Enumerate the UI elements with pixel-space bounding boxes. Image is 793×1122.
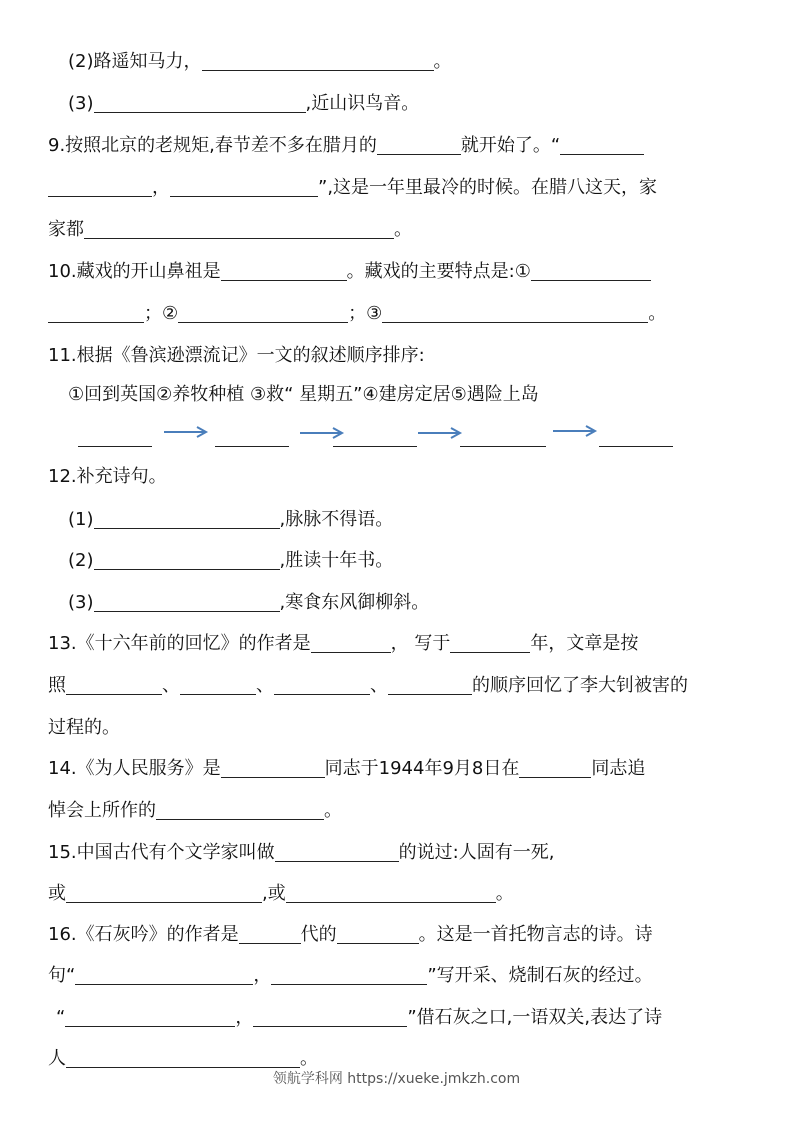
text: (3) <box>68 592 94 613</box>
question-15-line-1 <box>48 838 554 868</box>
text: ， <box>152 177 170 198</box>
text: 14.《为人民服务》是 <box>48 758 221 779</box>
text: 10.藏戏的开山鼻祖是 <box>48 261 221 282</box>
answer-blank[interactable] <box>221 260 347 281</box>
answer-blank[interactable] <box>75 964 253 985</box>
text: 。 <box>433 51 452 72</box>
text: ,或 <box>262 883 286 904</box>
text: 照 <box>48 675 66 696</box>
question-9-line-1 <box>48 131 644 161</box>
answer-blank[interactable] <box>271 964 427 985</box>
text: 、 <box>162 675 180 696</box>
text: 。 <box>648 303 667 324</box>
arrow-icon <box>418 426 464 440</box>
text: 。 <box>394 219 412 240</box>
answer-blank[interactable] <box>274 674 370 695</box>
text: 同志追 <box>591 758 646 779</box>
answer-blank[interactable] <box>253 1006 407 1027</box>
question-12-item-2 <box>68 546 393 576</box>
question-13-line-1 <box>48 629 638 659</box>
text: (1) <box>68 509 94 530</box>
text: 的说过:人固有一死, <box>398 842 555 863</box>
text: ， <box>253 965 272 986</box>
answer-blank[interactable] <box>388 674 472 695</box>
question-12-item-1 <box>68 505 393 535</box>
answer-blank[interactable] <box>382 302 648 323</box>
sequence-blank[interactable] <box>78 426 152 447</box>
answer-blank[interactable] <box>94 92 306 113</box>
text: ,胜读十年书。 <box>279 550 394 571</box>
question-14-line-2 <box>48 796 342 826</box>
text: 11.根据《鲁滨逊漂流记》一文的叙述顺序排序: <box>48 345 425 366</box>
text: 悼会上所作的 <box>48 800 156 821</box>
text: 家都 <box>48 219 84 240</box>
question-16-line-1 <box>48 920 653 950</box>
answer-blank[interactable] <box>66 674 162 695</box>
question-16-line-2 <box>48 961 653 991</box>
line-3 <box>68 89 419 119</box>
text: 人 <box>48 1048 66 1069</box>
text: ；③ <box>348 303 383 324</box>
answer-blank[interactable] <box>450 632 530 653</box>
answer-blank[interactable] <box>94 549 280 570</box>
text: 。 <box>300 1048 318 1069</box>
text: ”写开采、烧制石灰的经过。 <box>427 965 653 986</box>
question-11-options <box>68 380 539 410</box>
answer-blank[interactable] <box>178 302 348 323</box>
text: “ <box>56 1007 66 1028</box>
answer-blank[interactable] <box>94 508 280 529</box>
text: 。 <box>324 800 342 821</box>
text: 过程的。 <box>48 717 120 738</box>
question-12-title <box>48 462 167 492</box>
question-13-line-3 <box>48 713 120 743</box>
text: ”,这是一年里最冷的时候。在腊八这天，家 <box>318 177 658 198</box>
question-9-line-3 <box>48 215 412 245</box>
text: ， 写于 <box>390 633 451 654</box>
line-2 <box>68 47 452 77</box>
sequence-blank[interactable] <box>599 426 673 447</box>
answer-blank[interactable] <box>560 134 644 155</box>
answer-blank[interactable] <box>519 757 591 778</box>
question-16-line-3 <box>56 1003 662 1033</box>
answer-blank[interactable] <box>531 260 651 281</box>
text: 句“ <box>48 965 76 986</box>
text: (3) <box>68 93 94 114</box>
answer-blank[interactable] <box>180 674 256 695</box>
text: 就开始了。“ <box>460 135 561 156</box>
answer-blank[interactable] <box>48 302 144 323</box>
text: 16.《石灰吟》的作者是 <box>48 924 239 945</box>
question-10-line-1 <box>48 257 651 287</box>
answer-blank[interactable] <box>94 591 280 612</box>
text: ；② <box>144 303 179 324</box>
arrow-icon <box>553 424 599 438</box>
text: 、 <box>256 675 274 696</box>
text: 或 <box>48 883 66 904</box>
text: 。藏戏的主要特点是:① <box>346 261 531 282</box>
arrow-icon <box>164 425 210 439</box>
sequence-blank[interactable] <box>215 426 289 447</box>
answer-blank[interactable] <box>202 50 434 71</box>
text: 同志于1944年9月8日在 <box>324 758 520 779</box>
text: 9.按照北京的老规矩,春节差不多在腊月的 <box>48 135 377 156</box>
text: ,脉脉不得语。 <box>279 509 394 530</box>
text: 代的 <box>300 924 337 945</box>
text: 的顺序回忆了李大钊被害的 <box>472 675 688 696</box>
text: 。这是一首托物言志的诗。诗 <box>418 924 653 945</box>
text: 15.中国古代有个文学家叫做 <box>48 842 275 863</box>
text: (2)路遥知马力， <box>68 51 202 72</box>
question-9-line-2 <box>48 173 657 203</box>
footer-watermark: 领航学科网 https://xueke.jmkzh.com <box>272 1071 521 1087</box>
text: 12.补充诗句。 <box>48 466 167 487</box>
answer-blank[interactable] <box>377 134 461 155</box>
text: ,近山识鸟音。 <box>305 93 420 114</box>
question-15-line-2 <box>48 879 514 909</box>
sequence-blank[interactable] <box>460 426 546 447</box>
question-14-line-1 <box>48 754 645 784</box>
answer-blank[interactable] <box>66 882 262 903</box>
answer-blank[interactable] <box>311 632 391 653</box>
answer-blank[interactable] <box>65 1006 235 1027</box>
answer-blank[interactable] <box>156 799 324 820</box>
answer-blank[interactable] <box>66 1047 300 1068</box>
question-10-line-2 <box>48 299 666 329</box>
answer-blank[interactable] <box>84 218 394 239</box>
text: ①回到英国②养牧种植 ③救“ 星期五”④建房定居⑤遇险上岛 <box>68 384 539 405</box>
text: ， <box>235 1007 254 1028</box>
text: 13.《十六年前的回忆》的作者是 <box>48 633 311 654</box>
text: ,寒食东风御柳斜。 <box>279 592 430 613</box>
text: ”借石灰之口,一语双关,表达了诗 <box>407 1007 663 1028</box>
text: 、 <box>370 675 388 696</box>
question-12-item-3 <box>68 588 429 618</box>
text: (2) <box>68 550 94 571</box>
question-11-title <box>48 341 425 371</box>
text: 年，文章是按 <box>530 633 639 654</box>
answer-blank[interactable] <box>286 882 496 903</box>
answer-blank[interactable] <box>170 176 318 197</box>
question-13-line-2 <box>48 671 688 701</box>
answer-blank[interactable] <box>48 176 152 197</box>
answer-blank[interactable] <box>221 757 325 778</box>
sequence-blank[interactable] <box>333 426 417 447</box>
answer-blank[interactable] <box>337 923 419 944</box>
text: 。 <box>495 883 514 904</box>
answer-blank[interactable] <box>275 841 399 862</box>
answer-blank[interactable] <box>239 923 301 944</box>
